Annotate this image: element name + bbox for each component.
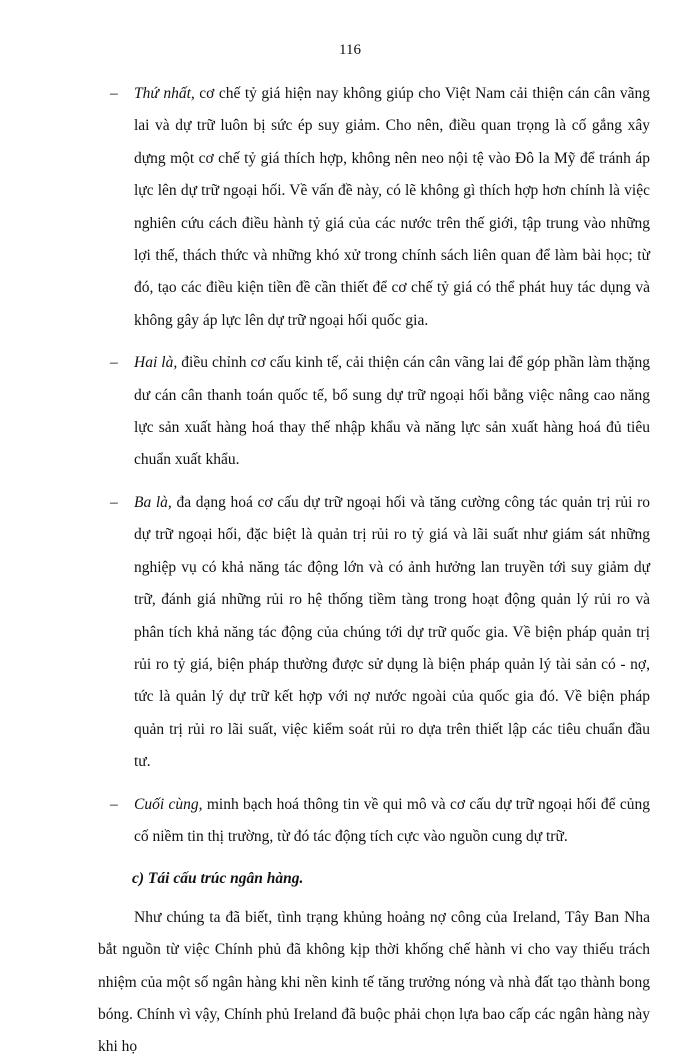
bullet-dash: –: [110, 795, 118, 813]
body-paragraph: Như chúng ta đã biết, tình trạng khủng hoảng nợ công của Ireland, Tây Ban Nha bắt nguồn từ việc Chính phủ đã không kịp thời khống chế hành vi cho vay thiếu trách nhiệm của một số ngân hàng khi nền kinh tế tăng trưởng nóng và nhà đất tạo thành bong bóng. Chính vì vậy, Chính phủ Ireland đã buộc phải chọn lựa bao cấp các ngân hàng này khi họ: [98, 908, 650, 1056]
bullet-dash: –: [110, 85, 118, 102]
bullet-dash: –: [110, 493, 118, 511]
section-heading: c) Tái cấu trúc ngân hàng.: [132, 870, 304, 888]
bullet-item-last: [96, 789, 650, 854]
page-content: [96, 78, 650, 1064]
bullet-lead: Cuối cùng,: [134, 795, 203, 813]
bullet-text: cơ chế tỷ giá hiện nay không giúp cho Việt Nam cải thiện cán cân vãng lai và dự trữ luôn bị sức ép suy giảm. Cho nên, điều quan trọng là cố gắng xây dựng một cơ chế tỷ giá thích hợp, không nên neo nội tệ vào Đô la Mỹ để tránh áp lực lên dự trữ ngoại hối. Về vấn đề này, có lẽ không gì thích hợp hơn chính là việc nghiên cứu cách điều hành tỷ giá của các nước trên thế giới, tập trung vào những lợi thế, thách thức và những khó xử trong chính sách liên quan để làm bài học; từ đó, tạo các điều kiện tiền đề cần thiết để cơ chế tỷ giá có thể phát huy tác dụng và không gây áp lực lên dự trữ ngoại hối quốc gia.: [134, 85, 650, 329]
bullet-lead: Hai là,: [134, 354, 178, 372]
bullet-dash: –: [110, 354, 118, 372]
page-number: 116: [339, 42, 361, 58]
bullet-text: đa dạng hoá cơ cấu dự trữ ngoại hối và tăng cường công tác quản trị rủi ro dự trữ ngoại hối, đặc biệt là quản trị rủi ro tỷ giá và lãi suất như giám sát những nghiệp vụ có khả năng tác động lớn và có ảnh hưởng lan truyền tới suy giảm dự trữ, đánh giá những rủi ro hệ thống tiềm tàng trong hoạt động quản lý rủi ro và phân tích khả năng tác động của chúng tới dự trữ quốc gia. Về biện pháp quản trị rủi ro tỷ giá, biện pháp thường được sử dụng là biện pháp quản lý tài sản có - nợ, tức là quản lý dự trữ kết hợp với nợ nước ngoài của quốc gia đó. Về biện pháp quản trị rủi ro lãi suất, việc kiểm soát rủi ro dựa trên thiết lập các tiêu chuẩn đầu tư.: [134, 493, 651, 771]
bullet-text: điều chỉnh cơ cấu kinh tế, cải thiện cán cân vãng lai để góp phần làm thặng dư cán cân thanh toán quốc tế, bổ sung dự trữ ngoại hối bằng việc nâng cao năng lực sản xuất hàng hoá thay thế nhập khẩu và năng lực sản xuất hàng hoá đủ tiêu chuẩn xuất khẩu.: [134, 354, 650, 469]
bullet-lead: Ba là,: [134, 493, 172, 511]
bullet-text: minh bạch hoá thông tin về qui mô và cơ cấu dự trữ ngoại hối để củng cố niềm tin thị trường, từ đó tác động tích cực vào nguồn cung dự trữ.: [134, 795, 650, 845]
bullet-item-first: [96, 78, 650, 337]
bullet-lead: Thứ nhất,: [134, 85, 195, 102]
bullet-item-second: [96, 347, 650, 477]
bullet-item-third: [96, 487, 650, 779]
